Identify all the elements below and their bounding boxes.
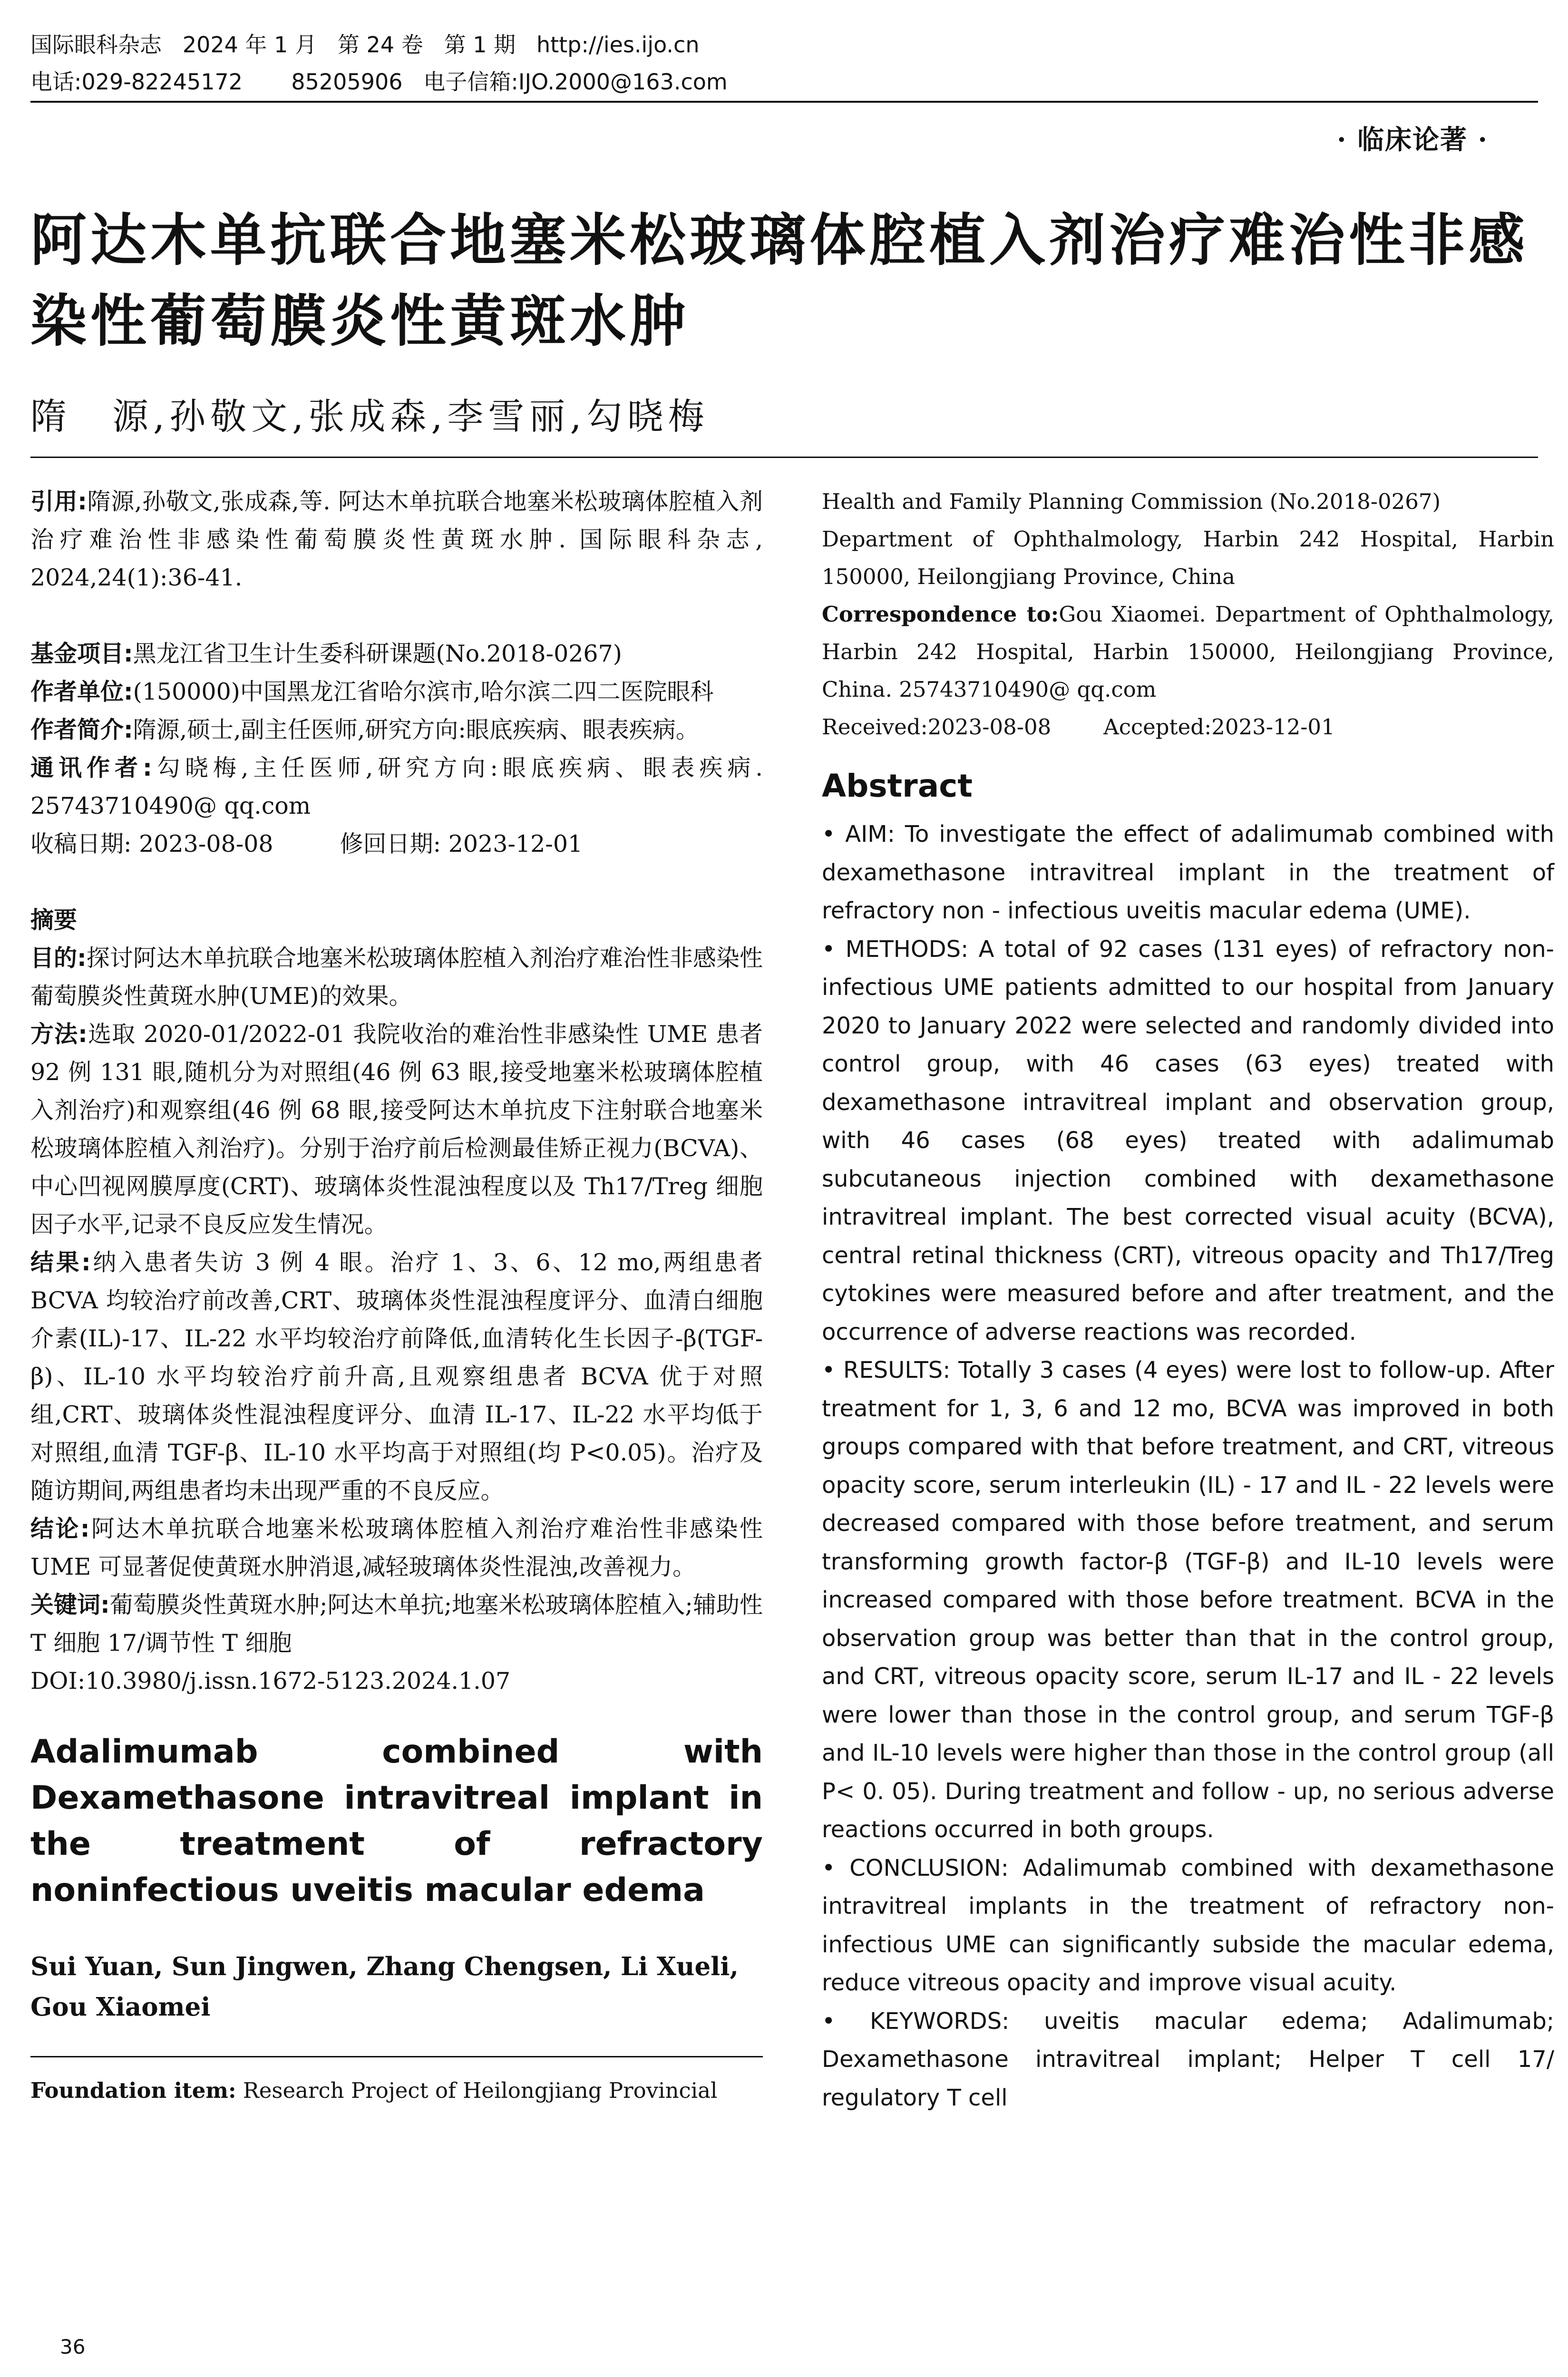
methods-zh (30, 1015, 763, 1244)
bio-label: 作者简介: (30, 716, 133, 743)
aim-zh (30, 939, 763, 1015)
unit-text: (150000)中国黑龙江省哈尔滨市,哈尔滨二四二医院眼科 (133, 678, 714, 705)
right-column (822, 483, 1554, 2117)
aim-label: 目的: (30, 945, 87, 972)
keywords-label: 关键词: (30, 1591, 110, 1618)
abstract-head-zh: 摘要 (30, 906, 78, 934)
corr-text: 勾晓梅,主任医师,研究方向:眼底疾病、眼表疾病. 25743710490@ qq.com (30, 754, 763, 819)
results-text: 纳入患者失访 3 例 4 眼。治疗 1、3、6、12 mo,两组患者 BCVA 均较治疗前改善,CRT、玻璃体炎性混浊程度评分、血清白细胞介素(IL)-17、IL-22 水平均较治疗前降低,血清转化生长因子-β(TGF-β)、IL-10 水平均较治疗前升高,且观察组患者 BCVA 优于对照组,CRT、玻璃体炎性混浊程度评分、血清 IL-17、IL-22 水平均低于对照组,血清 TGF-β、IL-10 水平均高于对照组(均 P<0.05)。治疗及随访期间,两组患者均未出现严重的不良反应。 (30, 1249, 763, 1504)
aim-text: 探讨阿达木单抗联合地塞米松玻璃体腔植入剂治疗难治性非感染性葡萄膜炎性黄斑水肿(UME)的效果。 (30, 945, 763, 1010)
methods-en: • METHODS: A total of 92 cases (131 eyes) of refractory non-infectious UME patients admitted to our hospital from January 2020 to January 2022 were selected and randomly divided into control group, with 46 cases (63 eyes) treated with dexamethasone intravitreal implant and observation group, with 46 cases (68 eyes) treated with adalimumab subcutaneous injection combined with dexamethasone intravitreal implant. The best corrected visual acuity (BCVA), central retinal thickness (CRT), vitreous opacity and Th17/Treg cytokines were measured before and after treatment, and the occurrence of adverse reactions was recorded. (822, 935, 1554, 1345)
methods-text: 选取 2020-01/2022-01 我院收治的难治性非感染性 UME 患者 92 例 131 眼,随机分为对照组(46 例 63 眼,接受地塞米松玻璃体腔植入剂治疗)和观察组(46 例 68 眼,接受阿达木单抗皮下注射联合地塞米松玻璃体腔植入剂治疗)。分别于治疗前后检测最佳矫正视力(BCVA)、中心凹视网膜厚度(CRT)、玻璃体炎性混浊程度以及 Th17/Treg 细胞因子水平,记录不良反应发生情况。 (30, 1021, 763, 1238)
dates-zh (30, 825, 763, 863)
unit-label: 作者单位: (30, 678, 133, 705)
abstract-head-en: Abstract (822, 768, 973, 804)
keywords-text: 葡萄膜炎性黄斑水肿;阿达木单抗;地塞米松玻璃体腔植入;辅助性 T 细胞 17/调节性 T 细胞 (30, 1591, 763, 1656)
correspondence-text: Gou Xiaomei. Department of Ophthalmology, Harbin 242 Hospital, Harbin 150000, Heilongjiang Province, China. 25743710490@ qq.com (822, 602, 1554, 702)
fund-label: 基金项目: (30, 640, 133, 667)
results-en: • RESULTS: Totally 3 cases (4 eyes) were lost to follow-up. After treatment for 1, 3, 6 and 12 mo, BCVA was improved in both groups compared with that before treatment, and CRT, vitreous opacity score, serum interleukin (IL) - 17 and IL - 22 levels were decreased compared with those before treatment, and serum transforming growth factor-β (TGF-β) and IL-10 levels were increased compared with those before treatment. BCVA in the observation group was better than that in the control group, and CRT, vitreous opacity score, serum IL-17 and IL - 22 levels were lower than those in the control group, and serum TGF-β and IL-10 levels were higher than those in the control group (all P< 0. 05). During treatment and follow - up, no serious adverse reactions occurred in both groups. (822, 1357, 1554, 1843)
foundation-item (30, 2072, 763, 2109)
aim-en: • AIM: To investigate the effect of adalimumab combined with dexamethasone intravitreal implant in the treatment of refractory non - infectious uveitis macular edema (UME). (822, 821, 1554, 924)
fund-text: 黑龙江省卫生计生委科研课题(No.2018-0267) (133, 640, 622, 667)
citation (30, 483, 763, 597)
revised-zh: 修回日期: 2023-12-01 (340, 830, 583, 857)
bio-text: 隋源,硕士,副主任医师,研究方向:眼底疾病、眼表疾病。 (133, 716, 699, 743)
author-bio (30, 711, 763, 749)
accepted-en: Accepted:2023-12-01 (1103, 714, 1335, 740)
results-label: 结果: (30, 1249, 91, 1276)
conclusion-label: 结论: (30, 1515, 90, 1542)
keywords-zh (30, 1586, 763, 1662)
article-title: 阿达木单抗联合地塞米松玻璃体腔植入剂治疗难治性非感染性葡萄膜炎性黄斑水肿 (30, 207, 1529, 354)
foundation-rule (30, 2056, 763, 2057)
received-en: Received:2023-08-08 (822, 714, 1052, 740)
department: Department of Ophthalmology, Harbin 242 Hospital, Harbin 150000, Heilongjiang Province, China (822, 526, 1554, 589)
english-title: Adalimumab combined with Dexamethasone intravitreal implant in the treatment of refractory noninfectious uveitis macular edema (30, 1733, 763, 1909)
left-column (30, 483, 763, 2109)
conclusion-zh (30, 1510, 763, 1586)
keywords-en: • KEYWORDS: uveitis macular edema; Adalimumab; Dexamethasone intravitreal implant; Helper T cell 17/ regulatory T cell (822, 2007, 1554, 2111)
methods-label: 方法: (30, 1021, 88, 1048)
conclusion-en: • CONCLUSION: Adalimumab combined with dexamethasone intravitreal implants in the treatment of refractory non-infectious UME can significantly subside the macular edema, reduce vitreous opacity and improve visual acuity. (822, 1854, 1554, 1996)
authors-zh: 隋 源,孙敬文,张成森,李雪丽,勾晓梅 (30, 395, 709, 438)
foundation-text: Research Project of Heilongjiang Provincial (243, 2078, 718, 2103)
correspondence (822, 595, 1554, 708)
citation-text: 隋源,孙敬文,张成森,等. 阿达木单抗联合地塞米松玻璃体腔植入剂治疗难治性非感染性葡萄膜炎性黄斑水肿. 国际眼科杂志, 2024,24(1):36-41. (30, 488, 763, 591)
dates-en (822, 708, 1554, 746)
author-unit (30, 673, 763, 711)
results-zh (30, 1244, 763, 1510)
corr-label: 通讯作者: (30, 754, 152, 781)
correspondence-label: Correspondence to: (822, 602, 1059, 627)
received-zh: 收稿日期: 2023-08-08 (30, 830, 273, 857)
corresponding-author (30, 749, 763, 825)
journal-header-line1: 国际眼科杂志 2024 年 1 月 第 24 卷 第 1 期 http://ies.ijo.cn (30, 32, 700, 58)
foundation-label: Foundation item: (30, 2078, 236, 2103)
foundation-continued: Health and Family Planning Commission (No.2018-0267) (822, 489, 1441, 514)
header-rule (30, 101, 1538, 103)
title-rule (30, 457, 1538, 458)
section-tag: · 临床论著 · (1337, 124, 1488, 156)
english-authors: Sui Yuan, Sun Jingwen, Zhang Chengsen, Li Xueli, Gou Xiaomei (30, 1952, 739, 2022)
conclusion-text: 阿达木单抗联合地塞米松玻璃体腔植入剂治疗难治性非感染性 UME 可显著促使黄斑水肿消退,减轻玻璃体炎性混浊,改善视力。 (30, 1515, 763, 1580)
journal-header-line2: 电话:029-82245172 85205906 电子信箱:IJO.2000@163.com (30, 69, 728, 95)
page-number: 36 (60, 2335, 86, 2358)
fund (30, 635, 763, 673)
doi: DOI:10.3980/j.issn.1672-5123.2024.1.07 (30, 1667, 511, 1695)
citation-label: 引用: (30, 488, 87, 515)
